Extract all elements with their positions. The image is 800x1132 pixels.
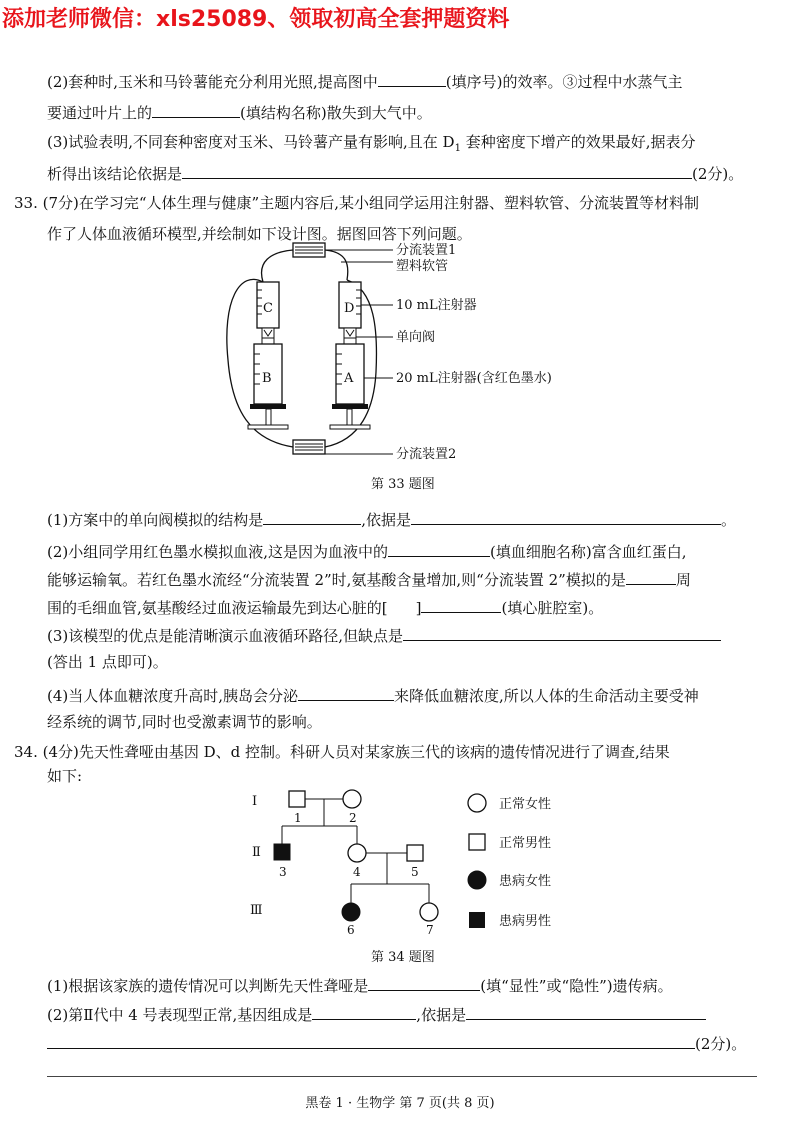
q32-p2-text-d: (填结构名称)散失到大气中。 — [240, 104, 432, 122]
q33-part4-line2: 经系统的调节,同时也受激素调节的影响。 — [47, 713, 322, 731]
individual-1 — [289, 791, 305, 807]
q34-p2-points: (2分)。 — [695, 1035, 747, 1053]
answer-blank[interactable] — [403, 624, 721, 641]
q33-p2-text-g: (填心脏腔室)。 — [501, 599, 604, 617]
q32-p3-text-b: 套种密度下增产的效果最好,据表分 — [460, 133, 696, 151]
legend-normal-male-symbol — [469, 834, 485, 850]
q33-intro-line1: 33. (7分)在学习完“人体生理与健康”主题内容后,某小组同学运用注射器、塑料软管、分流装置等材料制 — [14, 194, 699, 212]
id-7: 7 — [426, 923, 434, 937]
individual-2 — [343, 790, 361, 808]
figure-33-caption: 第 33 题图 — [371, 477, 435, 492]
label-shunt2: 分流装置2 — [396, 447, 457, 462]
q32-p2-text-a: (2)套种时,玉米和马铃薯能充分利用光照,提高图中 — [47, 73, 378, 91]
q34-p2-text-a: (2)第Ⅱ代中 4 号表现型正常,基因组成是 — [47, 1006, 313, 1024]
q33-p2-text-a: (2)小组同学用红色墨水模拟血液,这是因为血液中的 — [47, 543, 389, 561]
answer-blank[interactable] — [263, 508, 361, 525]
label-b: B — [262, 371, 272, 386]
q32-p3-text-c: 析得出该结论依据是 — [47, 165, 183, 183]
label-syringe-10ml: 10 mL注射器 — [396, 298, 477, 313]
label-valve: 单向阀 — [396, 330, 436, 345]
q33-p4-text-b: 来降低血糖浓度,所以人体的生命活动主要受神 — [394, 687, 699, 705]
id-1: 1 — [294, 811, 302, 825]
q33-part1: (1)方案中的单向阀模拟的结构是 ,依据是 。 — [47, 508, 736, 530]
legend-normal-female-symbol — [468, 794, 486, 812]
gen-label-2: Ⅱ — [252, 845, 261, 860]
q34-part2-line2 — [47, 1032, 746, 1054]
pedigree-chart — [250, 790, 551, 937]
id-3: 3 — [279, 865, 287, 879]
q33-part2-line2 — [47, 568, 691, 590]
legend-affected-male-symbol — [469, 912, 485, 928]
q33-part2-line3 — [47, 596, 603, 618]
shunt-device-2 — [293, 440, 325, 454]
label-c: C — [263, 301, 273, 316]
shunt-device-1 — [293, 243, 325, 257]
answer-blank[interactable] — [626, 568, 676, 585]
q34-p2-text-b: ,依据是 — [416, 1006, 467, 1024]
q34-part1 — [47, 974, 673, 996]
id-2: 2 — [349, 811, 357, 825]
legend-normal-male: 正常男性 — [499, 836, 552, 851]
q33-part4-line1 — [47, 684, 699, 706]
footer-rule — [47, 1076, 757, 1077]
q33-p2-text-d: 周 — [675, 571, 691, 589]
label-a: A — [344, 371, 354, 386]
gen-label-3: Ⅲ — [250, 903, 263, 918]
legend-affected-male: 患病男性 — [499, 914, 552, 929]
answer-blank[interactable] — [368, 974, 480, 991]
id-6: 6 — [347, 923, 355, 937]
q33-part3-line2: (答出 1 点即可)。 — [47, 653, 168, 671]
id-4: 4 — [353, 865, 361, 879]
watermark-text: 添加老师微信：xls25089、领取初高全套押题资料 — [2, 7, 510, 32]
q33-p2-text-b: (填血细胞名称)富含血红蛋白, — [490, 543, 687, 561]
gen-label-1: Ⅰ — [252, 794, 258, 809]
q33-p1-text-a: (1)方案中的单向阀模拟的结构是 — [47, 511, 264, 529]
page-footer: 黑卷 1 · 生物学 第 7 页(共 8 页) — [305, 1096, 495, 1111]
q34-p1-text-b: (填“显性”或“隐性”)遗传病。 — [480, 977, 673, 995]
label-syringe-20ml: 20 mL注射器(含红色墨水) — [396, 371, 552, 386]
individual-3 — [274, 844, 290, 860]
q34-intro-line1: 34. (4分)先天性聋哑由基因 D、d 控制。科研人员对某家族三代的该病的遗传情况进行了调查,结果 — [14, 743, 670, 761]
q33-p2-text-f: ] — [415, 599, 422, 617]
figure-34-caption: 第 34 题图 — [371, 950, 435, 965]
label-d: D — [344, 301, 355, 316]
q32-p2-text-b: (填序号)的效率。③过程中水蒸气主 — [445, 73, 683, 91]
answer-blank[interactable] — [47, 1032, 695, 1049]
label-shunt1: 分流装置1 — [396, 243, 457, 258]
q33-part3-line1 — [47, 624, 721, 646]
q32-p2-text-c: 要通过叶片上的 — [47, 104, 153, 122]
q32-p3-text-a: (3)试验表明,不同套种密度对玉米、马铃薯产量有影响,且在 D — [47, 133, 455, 151]
id-5: 5 — [411, 865, 419, 879]
q33-p1-text-b: ,依据是 — [361, 511, 412, 529]
q34-part2-line1 — [47, 1003, 706, 1025]
q34-p1-text-a: (1)根据该家族的遗传情况可以判断先天性聋哑是 — [47, 977, 369, 995]
q32-p3-subscript: 1 — [454, 143, 461, 154]
answer-blank[interactable] — [312, 1003, 416, 1020]
legend-normal-female: 正常女性 — [499, 797, 552, 812]
individual-6 — [342, 903, 360, 921]
q33-intro-line2: 作了人体血液循环模型,并绘制如下设计图。据图回答下列问题。 — [47, 225, 472, 243]
answer-blank[interactable] — [411, 508, 721, 525]
answer-blank[interactable] — [298, 684, 394, 701]
answer-blank[interactable] — [466, 1003, 706, 1020]
legend-affected-female-symbol — [468, 871, 486, 889]
individual-5 — [407, 845, 423, 861]
answer-blank[interactable] — [421, 596, 501, 613]
label-tube: 塑料软管 — [396, 259, 449, 274]
q34-intro-line2: 如下: — [47, 767, 83, 785]
q33-part2-line1 — [47, 540, 687, 562]
q32-p3-points: (2分)。 — [692, 165, 744, 183]
individual-7 — [420, 903, 438, 921]
legend-affected-female: 患病女性 — [499, 874, 552, 889]
individual-4 — [348, 844, 366, 862]
q33-p2-text-e: 围的毛细血管,氨基酸经过血液运输最先到达心脏的[ — [47, 599, 388, 617]
answer-blank[interactable] — [388, 540, 490, 557]
q33-p3-text-a: (3)该模型的优点是能清晰演示血液循环路径,但缺点是 — [47, 627, 404, 645]
q33-p4-text-a: (4)当人体血糖浓度升高时,胰岛会分泌 — [47, 687, 299, 705]
q33-p2-text-c: 能够运输氧。若红色墨水流经“分流装置 2”时,氨基酸含量增加,则“分流装置 2”模拟的是 — [47, 571, 626, 589]
